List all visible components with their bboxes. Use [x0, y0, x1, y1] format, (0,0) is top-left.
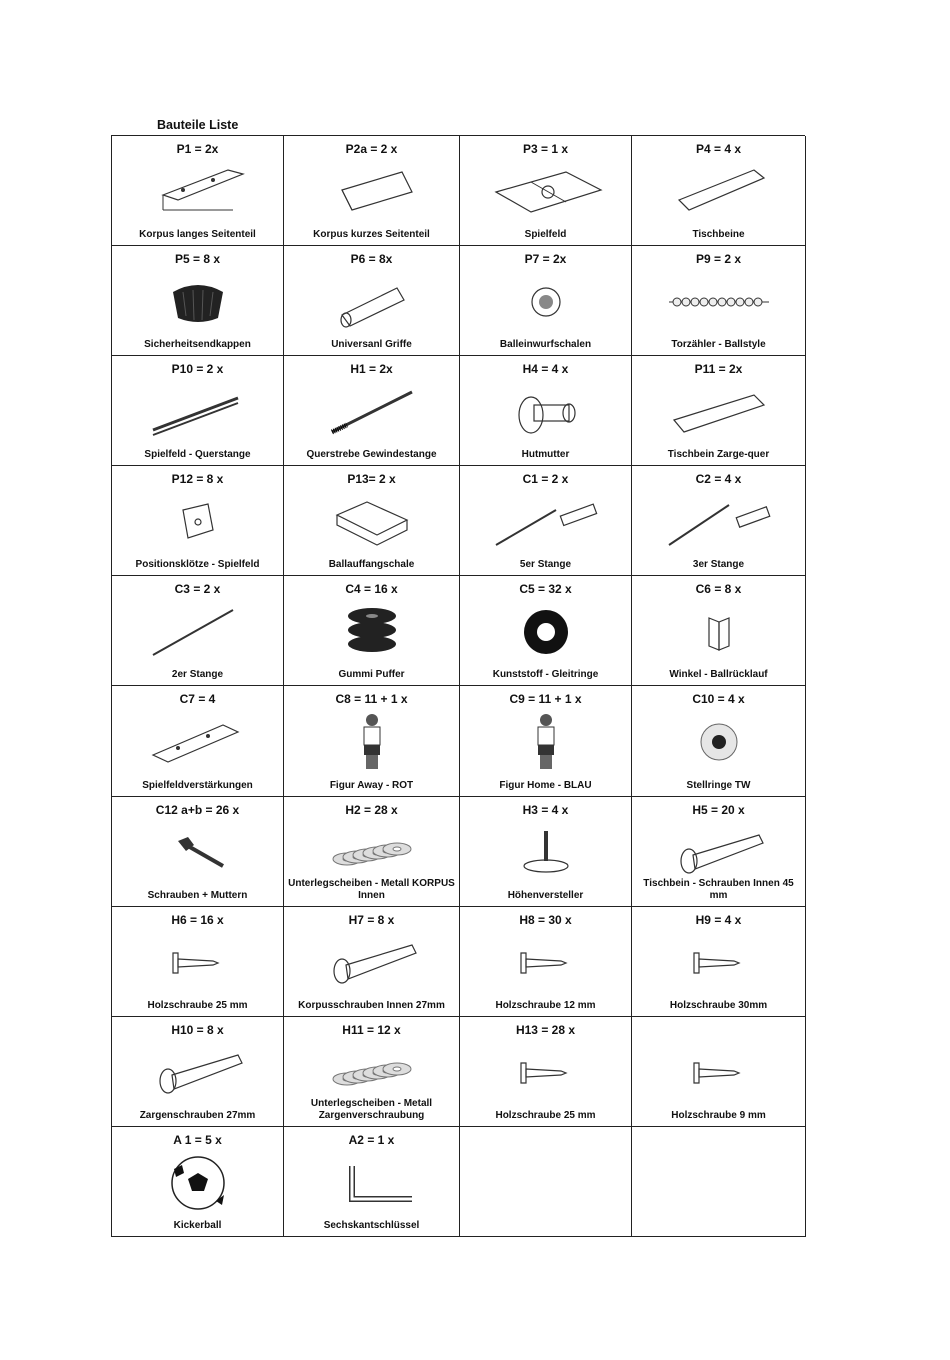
part-quantity: P9 = 2 x — [695, 252, 742, 267]
part-quantity: H8 = 30 x — [519, 912, 572, 927]
part-cell — [632, 466, 806, 576]
part-cell — [284, 356, 460, 466]
part-name: Sechskantschlüssel — [323, 1219, 420, 1231]
long-side-panel-icon — [112, 160, 283, 222]
part-name: Holzschraube 9 mm — [671, 1109, 766, 1121]
part-cell — [112, 136, 284, 246]
part-name: Höhenversteller — [507, 889, 584, 901]
part-cell — [632, 797, 806, 907]
part-name: Stellringe TW — [686, 779, 751, 791]
part-quantity: C1 = 2 x — [522, 472, 569, 487]
washers-icon — [284, 821, 459, 883]
part-quantity: H13 = 28 x — [515, 1022, 576, 1037]
part-cell — [112, 356, 284, 466]
large-bolt-icon — [112, 1041, 283, 1103]
part-cell — [284, 907, 460, 1017]
cap-nut-icon — [460, 380, 631, 442]
part-name: Holzschraube 25 mm — [147, 999, 248, 1011]
part-name: Schrauben + Muttern — [147, 889, 248, 901]
part-cell — [632, 356, 806, 466]
part-name: Querstrebe Gewindestange — [306, 449, 437, 461]
part-cell — [460, 246, 632, 356]
part-name: Kunststoff - Gleitringe — [492, 669, 599, 681]
part-quantity: P5 = 8 x — [174, 252, 221, 267]
parts-table — [111, 135, 805, 1237]
part-name: Spielfeld — [524, 229, 567, 241]
part-quantity: C12 a+b = 26 x — [155, 802, 240, 817]
short-side-panel-icon — [284, 160, 459, 222]
part-quantity: C3 = 2 x — [174, 582, 221, 597]
part-quantity: H3 = 4 x — [522, 802, 569, 817]
leveler-icon — [460, 821, 631, 883]
wood-screw-icon — [460, 931, 631, 993]
part-name: Unterlegscheiben - Metall Zargenverschraubung — [310, 1097, 433, 1121]
part-quantity: C9 = 11 + 1 x — [509, 692, 582, 707]
part-cell — [460, 686, 632, 796]
rod-3-icon — [632, 490, 805, 552]
part-cell — [284, 466, 460, 576]
part-quantity: P13= 2 x — [347, 472, 396, 487]
wood-screw-icon — [632, 931, 805, 993]
part-quantity: H4 = 4 x — [522, 362, 569, 377]
score-counter-icon — [632, 270, 805, 332]
part-name: 2er Stange — [171, 669, 224, 681]
part-cell — [632, 686, 806, 796]
wood-screw-icon — [460, 1041, 631, 1103]
end-cap-icon — [112, 270, 283, 332]
part-cell — [460, 576, 632, 686]
part-name: Tischbein - Schrauben Innen 45 mm — [643, 877, 794, 901]
part-quantity: A 1 = 5 x — [173, 1132, 222, 1147]
part-cell — [112, 686, 284, 796]
large-bolt-icon — [632, 821, 805, 883]
leg-rail-icon — [632, 380, 805, 442]
rod-2-icon — [112, 600, 283, 662]
part-name: Korpusschrauben Innen 27mm — [298, 999, 445, 1011]
part-name: Holzschraube 12 mm — [495, 999, 596, 1011]
part-quantity: C7 = 4 — [179, 692, 216, 707]
hex-key-icon — [284, 1151, 459, 1213]
part-quantity: P1 = 2x — [176, 142, 219, 156]
part-name: Spielfeld - Querstange — [144, 449, 251, 461]
part-cell — [632, 1017, 806, 1127]
part-name: Holzschraube 25 mm — [495, 1109, 596, 1121]
part-cell — [284, 246, 460, 356]
part-cell — [460, 907, 632, 1017]
part-quantity: P3 = 1 x — [522, 142, 569, 156]
rubber-buffer-icon — [284, 600, 459, 662]
reinforcement-icon — [112, 710, 283, 772]
ball-inlet-icon — [460, 270, 631, 332]
player-figure-icon — [460, 710, 631, 772]
player-figure-icon — [284, 710, 459, 772]
part-cell — [632, 246, 806, 356]
part-quantity: C4 = 16 x — [345, 582, 398, 597]
part-cell — [112, 1127, 284, 1237]
playfield-icon — [460, 160, 631, 222]
part-name: Tischbeine — [692, 229, 745, 241]
part-name: 3er Stange — [692, 559, 745, 571]
part-quantity: P7 = 2x — [524, 252, 567, 267]
angle-bracket-icon — [632, 600, 805, 662]
part-quantity: A2 = 1 x — [348, 1132, 395, 1147]
handle-icon — [284, 270, 459, 332]
part-quantity: C2 = 4 x — [695, 472, 742, 487]
part-quantity: H10 = 8 x — [171, 1022, 224, 1037]
part-cell — [112, 246, 284, 356]
part-cell — [284, 136, 460, 246]
large-bolt-icon — [284, 931, 459, 993]
soccer-ball-icon — [112, 1151, 283, 1213]
washers-icon — [284, 1041, 459, 1103]
part-quantity: H11 = 12 x — [342, 1022, 401, 1037]
part-quantity: C10 = 4 x — [692, 692, 745, 707]
table-leg-icon — [632, 160, 805, 222]
part-cell — [112, 907, 284, 1017]
part-name: Ballauffangschale — [328, 559, 415, 571]
part-quantity: P4 = 4 x — [695, 142, 742, 156]
part-quantity: H9 = 4 x — [695, 912, 742, 927]
part-quantity: H7 = 8 x — [348, 912, 395, 927]
part-cell — [284, 1127, 460, 1237]
part-name: Hutmutter — [521, 449, 570, 461]
page-title: Bauteile Liste — [157, 118, 239, 132]
part-name: Korpus langes Seitenteil — [139, 229, 256, 241]
part-cell — [284, 576, 460, 686]
part-quantity: P10 = 2 x — [171, 362, 224, 377]
part-cell — [112, 797, 284, 907]
position-block-icon — [112, 490, 283, 552]
part-cell — [460, 1127, 632, 1237]
part-cell — [460, 1017, 632, 1127]
part-cell — [284, 686, 460, 796]
part-quantity: H5 = 20 x — [692, 802, 745, 817]
part-name: Torzähler - Ballstyle — [671, 339, 766, 351]
part-cell — [284, 797, 460, 907]
part-quantity: C8 = 11 + 1 x — [335, 692, 408, 707]
part-cell — [460, 797, 632, 907]
part-quantity: C6 = 8 x — [695, 582, 742, 597]
wood-screw-icon — [112, 931, 283, 993]
ball-tray-icon — [284, 490, 459, 552]
part-name: Winkel - Ballrücklauf — [669, 669, 768, 681]
part-quantity: H2 = 28 x — [345, 802, 398, 817]
part-name: Zargenschrauben 27mm — [139, 1109, 256, 1121]
part-quantity: H6 = 16 x — [171, 912, 224, 927]
part-cell — [460, 356, 632, 466]
part-name: Korpus kurzes Seitenteil — [313, 229, 430, 241]
part-name: Tischbein Zarge-quer — [667, 449, 770, 461]
part-cell — [460, 466, 632, 576]
part-cell — [632, 136, 806, 246]
part-cell — [632, 907, 806, 1017]
slide-ring-icon — [460, 600, 631, 662]
part-cell — [112, 1017, 284, 1127]
part-name: Figur Away - ROT — [329, 779, 414, 791]
part-name: Balleinwurfschalen — [499, 339, 592, 351]
part-name: Spielfeldverstärkungen — [142, 779, 253, 791]
threaded-rod-icon — [284, 380, 459, 442]
wood-screw-icon — [632, 1041, 805, 1103]
part-cell — [632, 576, 806, 686]
part-quantity: P2a = 2 x — [345, 142, 398, 156]
part-name: Figur Home - BLAU — [499, 779, 592, 791]
part-quantity: C5 = 32 x — [519, 582, 572, 597]
part-quantity: P6 = 8x — [350, 252, 393, 267]
part-name: Unterlegscheiben - Metall KORPUS Innen — [288, 877, 455, 901]
part-name: Sicherheitsendkappen — [144, 339, 251, 351]
set-ring-icon — [632, 710, 805, 772]
part-name: Gummi Puffer — [338, 669, 405, 681]
part-quantity: P12 = 8 x — [171, 472, 224, 487]
part-quantity: P11 = 2x — [694, 362, 743, 377]
part-quantity: H1 = 2x — [350, 362, 393, 377]
part-name: Holzschraube 30mm — [669, 999, 768, 1011]
part-cell — [112, 576, 284, 686]
part-name: Kickerball — [173, 1219, 222, 1231]
part-cell — [632, 1127, 806, 1237]
part-name: 5er Stange — [519, 559, 572, 571]
part-cell — [284, 1017, 460, 1127]
cross-bar-icon — [112, 380, 283, 442]
part-name: Positionsklötze - Spielfeld — [135, 559, 260, 571]
part-cell — [112, 466, 284, 576]
bolt-nut-icon — [112, 821, 283, 883]
part-name: Universanl Griffe — [331, 339, 412, 351]
rod-5-icon — [460, 490, 631, 552]
part-cell — [460, 136, 632, 246]
